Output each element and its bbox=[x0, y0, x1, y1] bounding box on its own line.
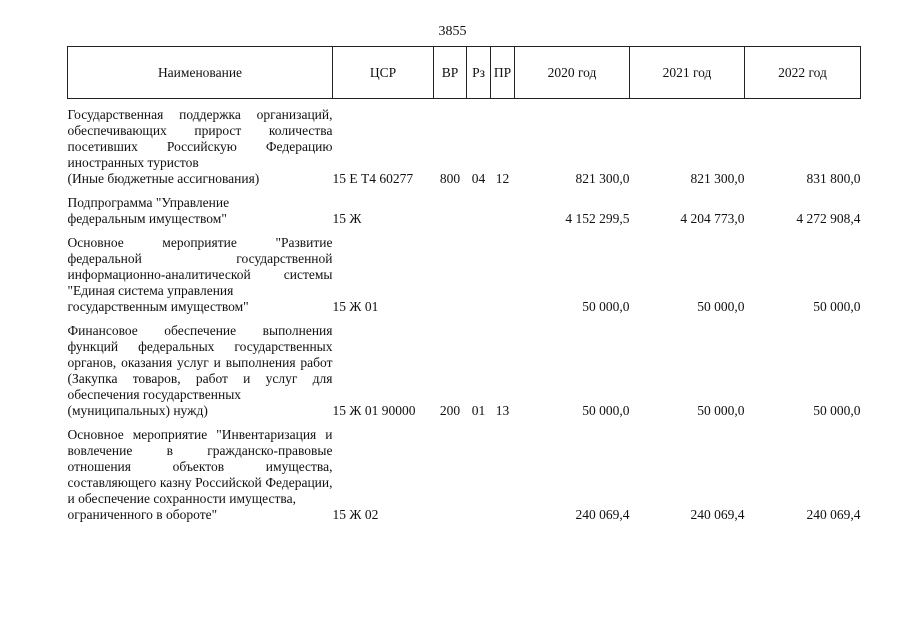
row-name bbox=[68, 323, 333, 419]
row-2021: 821 300,0 bbox=[690, 171, 745, 186]
row-vr bbox=[434, 427, 467, 523]
row-pr bbox=[491, 195, 515, 227]
row-2021: 50 000,0 bbox=[697, 403, 745, 418]
row-csr: 15 Ж bbox=[332, 211, 362, 226]
header-rz: Рз bbox=[467, 47, 491, 99]
row-name-last: федеральным имуществом" bbox=[67, 211, 227, 226]
row-name-last: (муниципальных) нужд) bbox=[67, 403, 208, 418]
row-2022: 4 272 908,4 bbox=[796, 211, 861, 226]
header-2021: 2021 год bbox=[630, 47, 745, 99]
row-rz bbox=[467, 195, 491, 227]
header-pr: ПР bbox=[491, 47, 515, 99]
row-rz: 01 bbox=[471, 403, 486, 418]
row-2020: 50 000,0 bbox=[582, 403, 630, 418]
header-name: Наименование bbox=[68, 47, 333, 99]
row-name-text: Основное мероприятие "Развитие федеральной государственной информационно-аналитической системы "Единая система управления bbox=[67, 235, 333, 298]
row-2020: 50 000,0 bbox=[582, 299, 630, 314]
budget-table bbox=[67, 46, 861, 523]
table-row bbox=[68, 323, 861, 419]
row-csr: 15 Ж 01 90000 bbox=[332, 403, 416, 418]
row-csr: 15 Ж 01 bbox=[332, 299, 379, 314]
row-name bbox=[68, 427, 333, 523]
row-rz: 04 bbox=[471, 171, 486, 186]
row-2022: 831 800,0 bbox=[806, 171, 861, 186]
row-name-text: Финансовое обеспечение выполнения функций федеральных государственных органов, оказания услуг и выполнения работ (Закупка товаров, работ и услуг для обеспечения государственных bbox=[67, 323, 333, 402]
row-vr: 800 bbox=[439, 171, 461, 186]
row-pr: 13 bbox=[495, 403, 510, 418]
row-vr: 200 bbox=[439, 403, 461, 418]
row-vr bbox=[434, 235, 467, 315]
row-2020: 4 152 299,5 bbox=[565, 211, 630, 226]
row-2021: 4 204 773,0 bbox=[680, 211, 745, 226]
row-pr bbox=[491, 235, 515, 315]
row-pr: 12 bbox=[495, 171, 510, 186]
page-number: 3855 bbox=[438, 24, 467, 39]
row-vr bbox=[434, 195, 467, 227]
row-name-text: Основное мероприятие "Инвентаризация и вовлечение в гражданско-правовые отношения объектов имущества, составляющего казну Российской Федерации, и обеспечение сохранности имущества, bbox=[67, 427, 333, 506]
row-csr: 15 Е Т4 60277 bbox=[332, 171, 414, 186]
row-name bbox=[68, 235, 333, 315]
row-rz bbox=[467, 235, 491, 315]
row-2020: 821 300,0 bbox=[575, 171, 630, 186]
row-rz bbox=[467, 427, 491, 523]
table-header bbox=[68, 47, 861, 99]
row-2021: 50 000,0 bbox=[697, 299, 745, 314]
table-row bbox=[68, 235, 861, 315]
row-name-last: (Иные бюджетные ассигнования) bbox=[67, 171, 260, 186]
row-2022: 50 000,0 bbox=[813, 403, 861, 418]
row-2020: 240 069,4 bbox=[575, 507, 630, 522]
row-name-last: государственным имуществом" bbox=[67, 299, 249, 314]
table-row bbox=[68, 107, 861, 187]
row-name-last: ограниченного в обороте" bbox=[67, 507, 218, 522]
row-name-text: Государственная поддержка организаций, обеспечивающих прирост количества посетивших Российскую Федерацию иностранных туристов bbox=[67, 107, 333, 170]
header-2020: 2020 год bbox=[515, 47, 630, 99]
header-vr: ВР bbox=[434, 47, 467, 99]
table-row bbox=[68, 427, 861, 523]
row-pr bbox=[491, 427, 515, 523]
header-2022: 2022 год bbox=[745, 47, 861, 99]
row-2022: 50 000,0 bbox=[813, 299, 861, 314]
header-csr: ЦСР bbox=[333, 47, 434, 99]
row-name bbox=[68, 107, 333, 187]
row-name-text: Подпрограмма "Управление bbox=[67, 195, 230, 210]
row-name bbox=[68, 195, 333, 227]
row-csr: 15 Ж 02 bbox=[332, 507, 379, 522]
row-2021: 240 069,4 bbox=[690, 507, 745, 522]
row-2022: 240 069,4 bbox=[806, 507, 861, 522]
table-row bbox=[68, 195, 861, 227]
